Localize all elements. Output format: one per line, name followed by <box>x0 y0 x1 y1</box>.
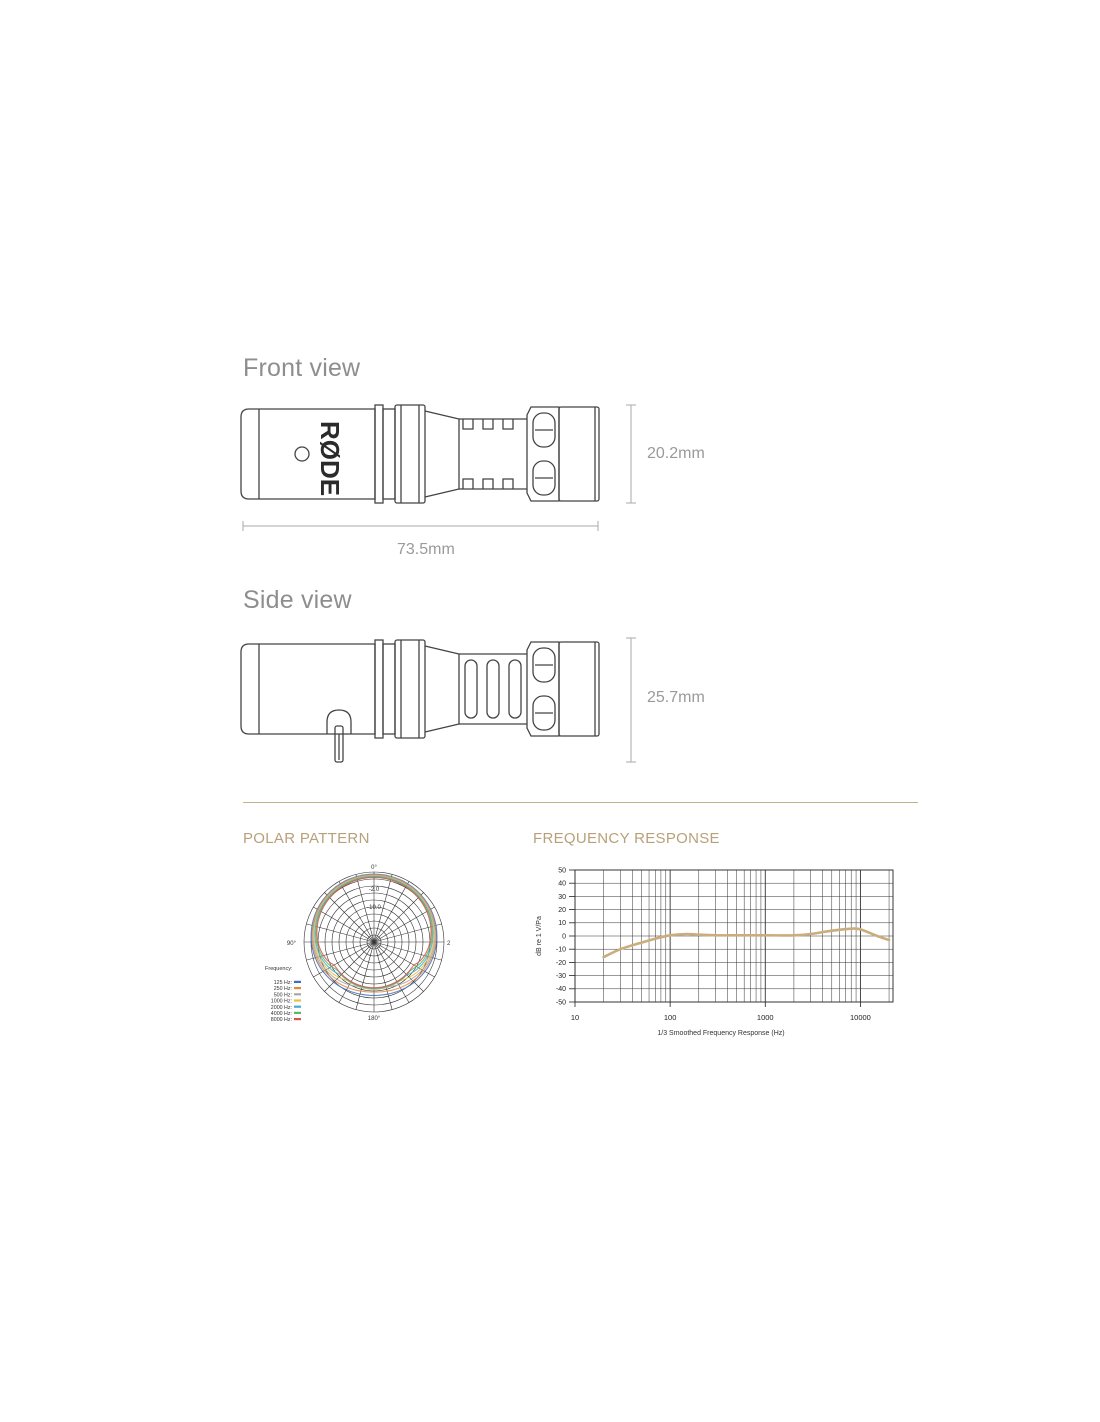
polar-legend-label: 1000 Hz: <box>270 998 292 1005</box>
polar-legend-label: 2000 Hz: <box>270 1004 292 1011</box>
rode-logo: RØDE <box>315 421 345 497</box>
polar-grid-spoke <box>356 942 374 1010</box>
polar-angle-bottom: 180° <box>367 1016 381 1022</box>
polar-ring-label: -10.0 <box>367 905 381 911</box>
y-tick-label: -40 <box>555 986 566 994</box>
y-axis-label: dB re 1 V/Pa <box>536 916 543 956</box>
y-tick-label: 0 <box>562 933 566 941</box>
y-tick-label: 20 <box>558 907 566 914</box>
front-view-drawing <box>235 395 675 545</box>
polar-legend-swatch <box>294 1018 301 1020</box>
polar-legend-label: 4000 Hz: <box>270 1011 292 1017</box>
polar-legend-label: 250 Hz: <box>273 986 292 993</box>
polar-grid-spoke <box>313 907 374 942</box>
frequency-response-title: FREQUENCY RESPONSE <box>533 830 720 847</box>
polar-angle-right: 2 <box>447 941 451 947</box>
frequency-response-line <box>604 929 890 958</box>
y-tick-label: 30 <box>558 893 566 901</box>
polar-pattern-chart <box>258 860 458 1030</box>
polar-legend-swatch <box>294 1006 301 1008</box>
y-tick-label: -30 <box>555 973 566 980</box>
x-tick-label: 10000 <box>849 1013 871 1022</box>
polar-angle-top: 0° <box>371 865 377 871</box>
polar-grid-spoke <box>374 907 435 942</box>
side-height-label: 25.7mm <box>647 689 705 706</box>
side-view-title: Side view <box>243 586 352 614</box>
polar-legend-swatch <box>294 987 301 989</box>
x-tick-label: 100 <box>663 1013 677 1022</box>
frequency-response-chart <box>525 858 905 1043</box>
polar-angle-left: 90° <box>286 941 296 947</box>
x-tick-label: 10 <box>570 1013 580 1022</box>
polar-legend-swatch <box>294 993 301 995</box>
polar-ring-label: -2.0 <box>368 887 380 893</box>
y-tick-label: -10 <box>555 946 566 954</box>
polar-legend-swatch <box>294 999 301 1001</box>
front-length-label: 73.5mm <box>397 541 455 558</box>
polar-legend-swatch <box>294 981 301 983</box>
polar-legend-swatch <box>294 1012 301 1014</box>
polar-legend-label: 8000 Hz: <box>270 1017 292 1024</box>
polar-grid-spoke <box>374 942 392 1010</box>
y-tick-label: -50 <box>555 999 566 1007</box>
y-tick-label: 10 <box>558 920 566 928</box>
x-tick-label: 1000 <box>756 1013 774 1022</box>
polar-grid-spoke <box>374 881 409 942</box>
side-view-drawing <box>235 630 675 770</box>
y-tick-label: 50 <box>558 867 566 875</box>
polar-legend-label: 125 Hz: <box>273 980 292 986</box>
front-height-label: 20.2mm <box>647 445 705 462</box>
x-axis-label: 1/3 Smoothed Frequency Response (Hz) <box>657 1030 785 1037</box>
section-divider <box>243 802 918 803</box>
front-view-title: Front view <box>243 354 361 382</box>
y-tick-label: -20 <box>555 959 566 967</box>
y-tick-label: 40 <box>558 880 566 888</box>
polar-legend-title: Frequency: <box>265 966 293 972</box>
polar-pattern-title: POLAR PATTERN <box>243 830 370 847</box>
polar-legend-label: 500 Hz: <box>273 992 292 999</box>
